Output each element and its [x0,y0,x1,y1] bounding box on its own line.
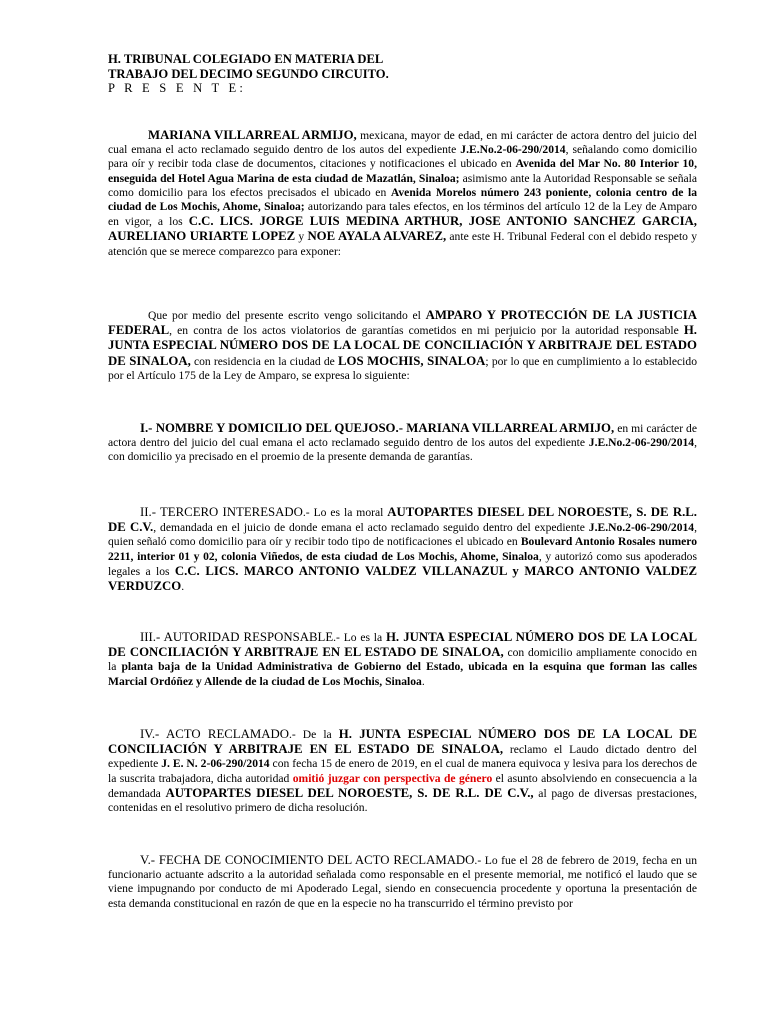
p6-company: AUTOPARTES DIESEL DEL NOROESTE, S. DE R.L. DE C.V., [165,785,534,800]
p1-text-2: , señalando como domicilio para oír y recibir toda clase de documentos, citaciones y notificaciones el ubicado en [108,143,697,171]
p4-domicilio: Boulevard Antonio Rosales numero 2211, interior 01 y 02, colonia Viñedos, de esta ciudad de Los Mochis, Ahome, Sinaloa [108,535,698,563]
p6-highlighted-phrase: omitió juzgar con perspectiva de género [292,771,493,785]
p3-expediente: J.E.No.2-06-290/2014 [588,436,695,450]
addressee-line-1: H. TRIBUNAL COLEGIADO EN MATERIA DEL [108,52,384,66]
p4-expediente: J.E.No.2-06-290/2014 [588,521,695,535]
p2-text-4: ; por lo que en cumplimiento a lo establecido por el Artículo 175 de la Ley de Amparo, se expresa lo siguiente: [108,354,697,382]
plaintiff-name: MARIANA VILLARREAL ARMIJO, [148,128,357,142]
p1-text-5: y [295,230,308,244]
p6-heading: IV.- ACTO RECLAMADO [140,727,289,741]
p2-autoridad: H. JUNTA ESPECIAL NÚMERO DOS DE LA LOCAL DE CONCILIACIÓN Y ARBITRAJE DEL ESTADO DE SINALOA, [108,323,697,368]
paragraph-fecha-conocimiento [108,853,697,911]
paragraph-acto-reclamado [108,727,697,815]
addressee-line-3: P R E S E N T E: [108,81,247,95]
p1-expediente: J.E.No.2-06-290/2014 [460,143,566,157]
p6-text-3: con fecha 15 de enero de 2019, en el cual de manera equivoca y lesiva para los derechos de la suscrita trabajadora, dicha autoridad [108,757,697,785]
p4-heading: II.- TERCERO INTERESADO [140,505,303,519]
p2-text-1: Que por medio del presente escrito vengo solicitando el [148,309,426,322]
p1-text-6: ante este H. Tribunal Federal con el debido respeto y atención que se merece comparezco para exponer: [108,230,697,258]
p2-text-2: , en contra de los actos violatorios de garantías cometidos en mi perjuicio por la autoridad responsable [169,324,684,338]
p5-text-2: con domicilio ampliamente conocido en la [108,646,697,674]
p6-text-1: .- De la [288,728,339,741]
p4-text-3: , quien señaló como domicilio para oír y recibir todo tipo de notificaciones el ubicado en [108,521,697,549]
p1-text-4: autorizando para tales efectos, en los términos del artículo 12 de la Ley de Amparo en vigor, a los [108,200,698,229]
p6-text-4: el asunto absolviendo en consecuencia a la demandada [108,771,698,800]
addressee-block [108,52,389,96]
p3-text-1: en mi carácter de actora dentro del juicio del cual emana el acto reclamado seguido dentro de los autos del expediente [108,422,698,450]
p4-text-4: , y autorizó como sus apoderados legales a los [108,549,697,578]
p1-domicilio-mazatlan: Avenida del Mar No. 80 Interior 10, enseguida del Hotel Agua Marina de esta ciudad de Mazatlán, Sinaloa; [108,157,697,185]
paragraph-tercero-interesado [108,505,697,594]
p1-text-3: asimismo ante la Autoridad Responsable se señala como domicilio para los efectos precisados el ubicado en [108,171,697,199]
paragraph-autoridad-responsable [108,630,697,689]
p6-text-2: reclamo el Laudo dictado dentro del expediente [108,743,697,771]
p6-expediente: J. E. N. 2-06-290/2014 [161,757,270,771]
p1-authorized-lawyers: C.C. LICS. JORGE LUIS MEDINA ARTHUR, JOSE ANTONIO SANCHEZ GARCIA, AURELIANO URIARTE LOPEZ [108,214,697,244]
p2-ciudad: LOS MOCHIS, SINALOA [337,353,486,368]
p4-text-1: .- Lo es la moral [302,506,388,519]
p7-heading: V.- FECHA DE CONOCIMIENTO DEL ACTO RECLAMADO [140,853,475,867]
p3-heading: I.- NOMBRE Y DOMICILIO DEL QUEJOSO.- MARIANA VILLARREAL ARMIJO, [140,421,615,435]
p1-text-1: mexicana, mayor de edad, en mi carácter de actora dentro del juicio del cual emana el acto reclamado seguido dentro de los autos del expediente [108,129,697,157]
p5-autoridad: H. JUNTA ESPECIAL NÚMERO DOS DE LA LOCAL DE CONCILIACIÓN Y ARBITRAJE EN EL ESTADO DE SINALOA, [108,630,697,660]
p3-text-2: , con domicilio ya precisado en el proemio de la presente demanda de garantías. [108,436,697,464]
paragraph-solicitud [108,308,697,383]
p1-authorized-lawyer-last: NOE AYALA ALVAREZ, [307,229,447,244]
p1-domicilio-mochis: Avenida Morelos número 243 poniente, colonia centro de la ciudad de Los Mochis, Ahome, Sinaloa; [108,185,697,214]
p6-text-5: al pago de diversas prestaciones, contenidas en el resolutivo primero de dicha resolución. [108,786,697,815]
p5-domicilio: planta baja de la Unidad Administrativa de Gobierno del Estado, ubicada en la esquina que forman las calles Marcial Ordóñez y Allende de la ciudad de Los Mochis, Sinaloa [108,660,698,688]
p7-text-1: .- Lo fue el 28 de febrero de 2019, fecha en un funcionario actuante adscrito a la autoridad señalada como responsable en el presente memorial, me notificó el laudo que se viene impugnando por conducto de mi Apoderado Legal, siendo en consecuencia procedente y oportuna la presentación de esta demanda constitucional en razón de que en la especie no ha transcurrido el término previsto por [108,854,697,910]
p5-heading: III.- AUTORIDAD RESPONSABLE [140,630,334,644]
paragraph-proemio [108,128,697,259]
p4-lawyers: C.C. LICS. MARCO ANTONIO VALDEZ VILLANAZUL y MARCO ANTONIO VALDEZ VERDUZCO [108,563,697,594]
paragraph-quejoso [108,421,697,465]
p2-text-3: con residencia en la ciudad de [190,354,338,368]
p5-text-3: . [421,674,425,688]
addressee-line-2: TRABAJO DEL DECIMO SEGUNDO CIRCUITO. [108,66,389,81]
p6-autoridad: H. JUNTA ESPECIAL NÚMERO DOS DE LA LOCAL DE CONCILIACIÓN Y ARBITRAJE EN EL ESTADO DE SINALOA, [108,727,697,757]
p4-text-5: . [181,580,185,594]
p5-text-1: .- Lo es la [333,631,386,644]
p4-company: AUTOPARTES DIESEL DEL NOROESTE, S. DE R.L. DE C.V. [108,505,698,535]
p2-amparo: AMPARO Y PROTECCIÓN DE LA JUSTICIA FEDERAL [108,308,697,338]
p4-text-2: , demandada en el juicio de donde emana el acto reclamado seguido dentro del expediente [153,521,589,535]
